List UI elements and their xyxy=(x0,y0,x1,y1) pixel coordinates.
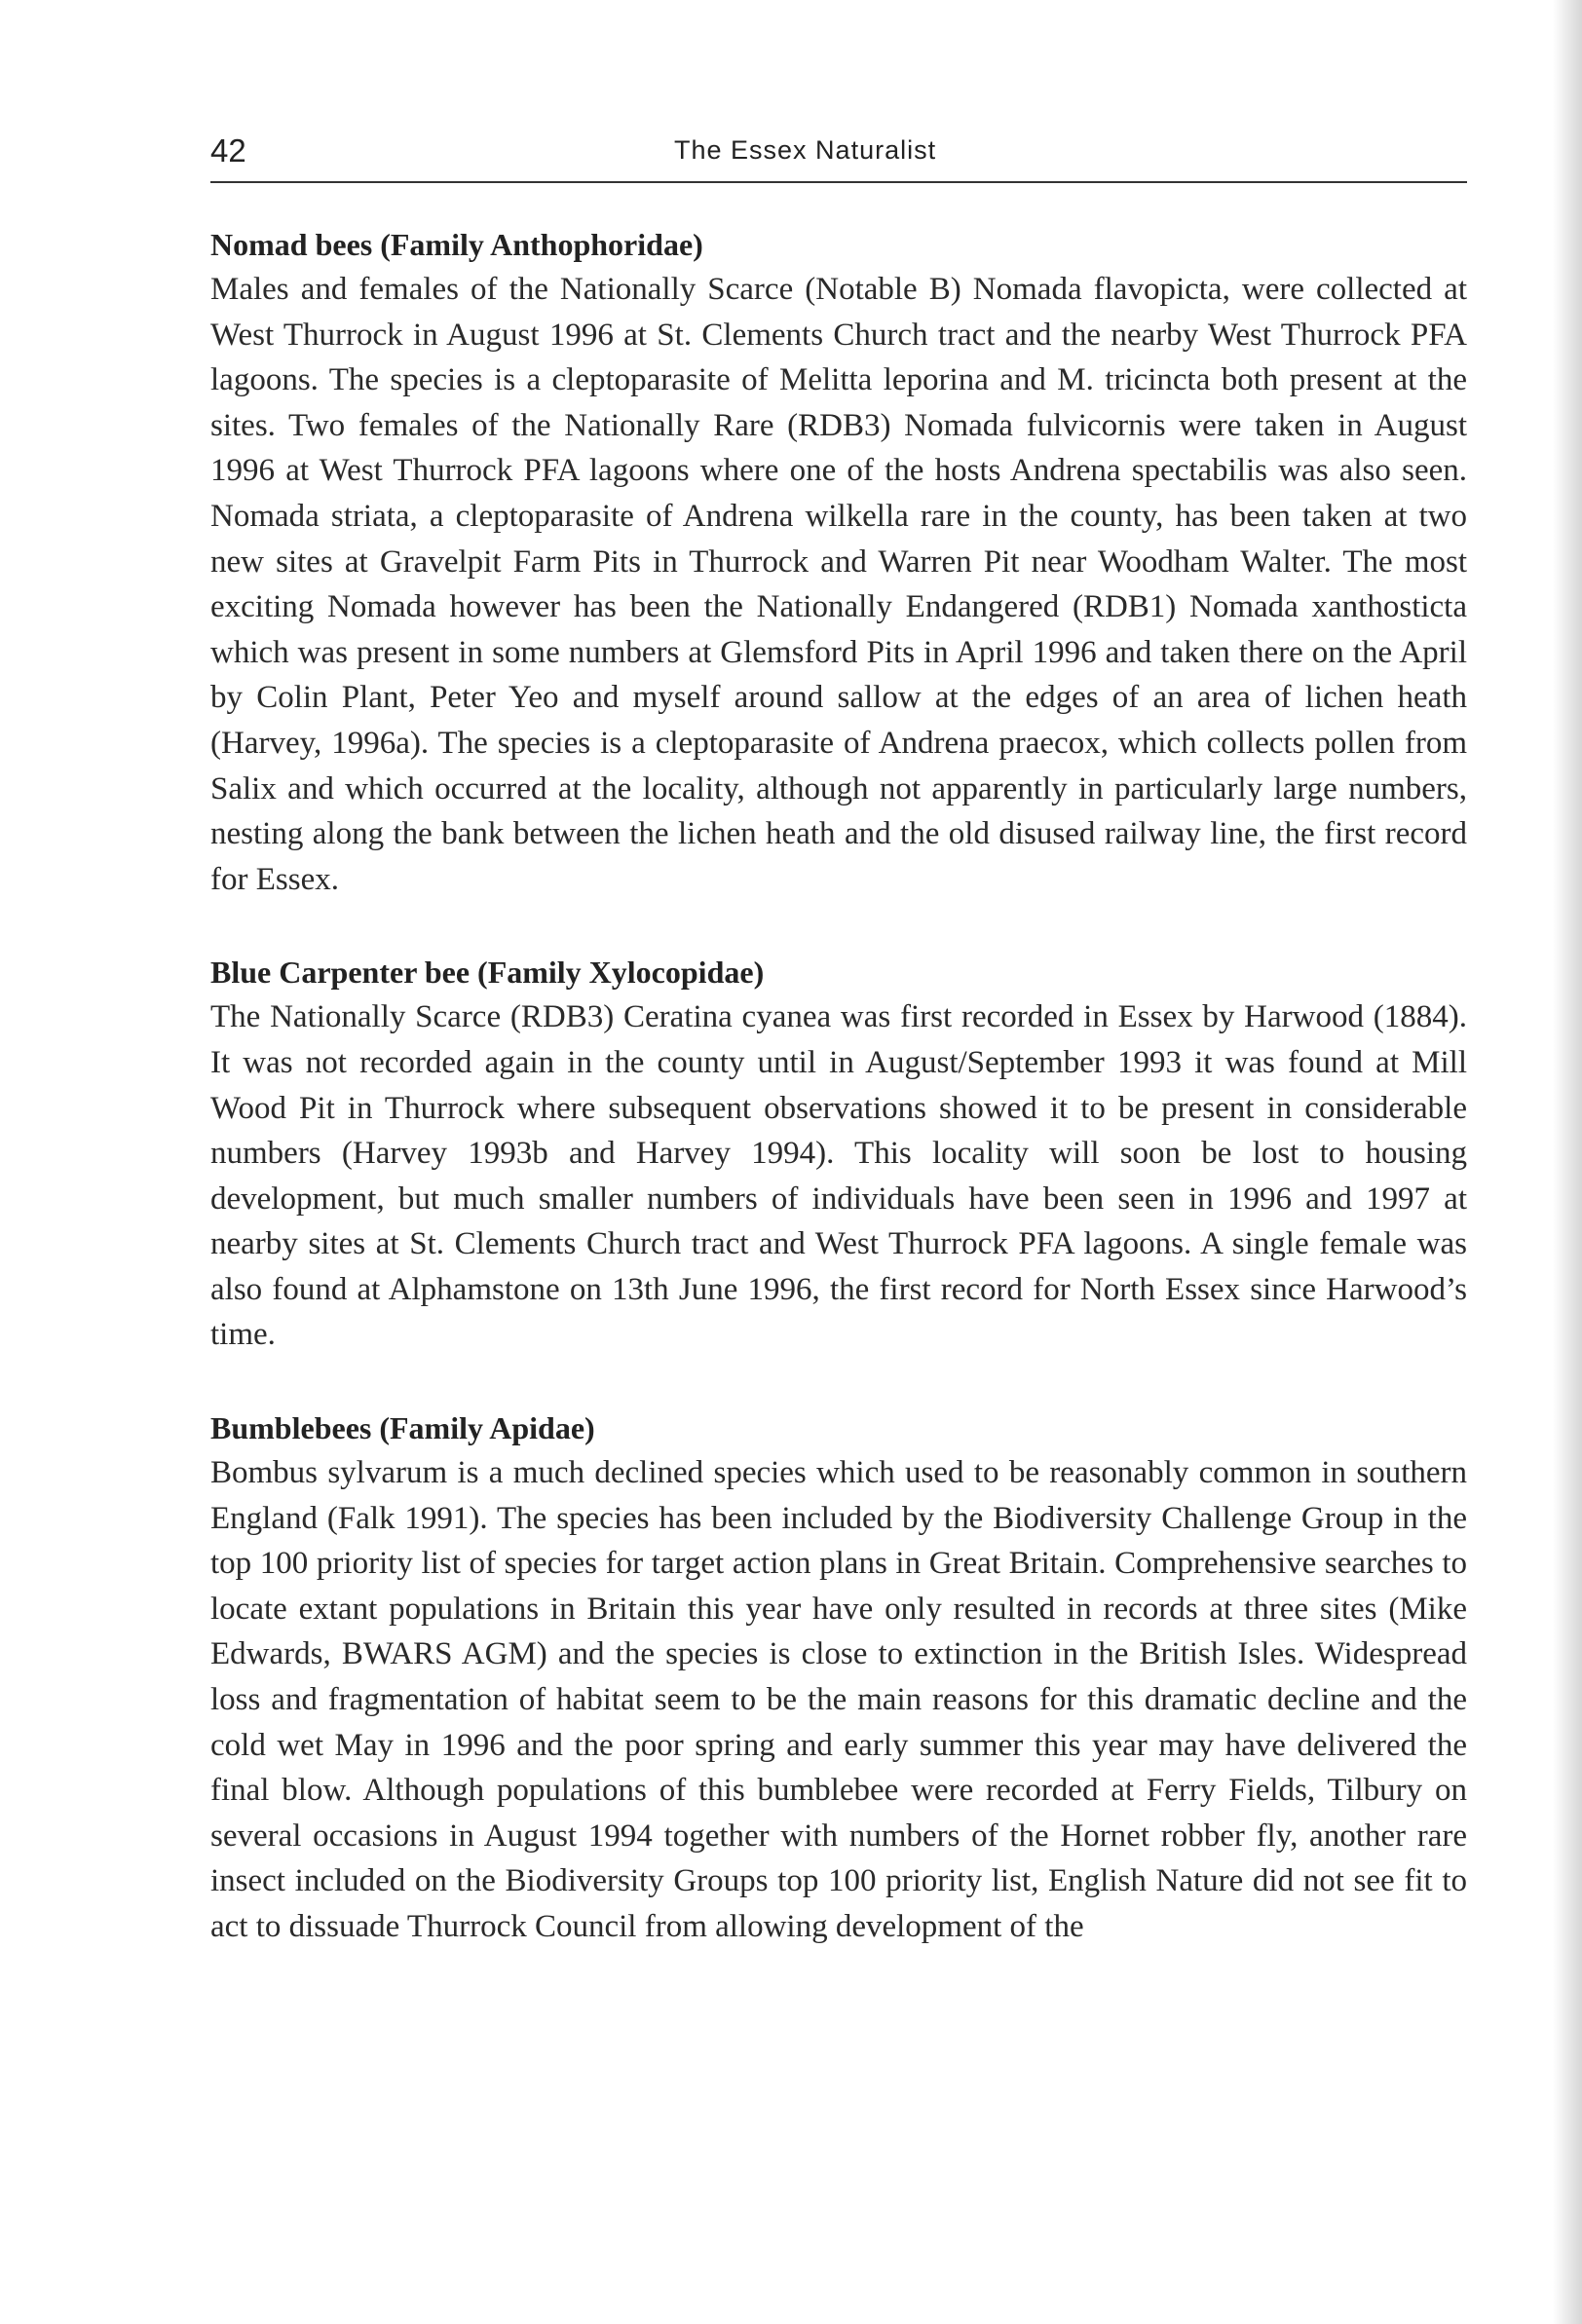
section-paragraph: The Nationally Scarce (RDB3) Ceratina cyanea was first recorded in Essex by Harwood (1884). It was not recorded again in the county until in August/September 1993 it was found at Mill Wood Pit in Thurrock where subsequent observations showed it to be present in considerable numbers (Harvey 1993b and Harvey 1994). This locality will soon be lost to housing development, but much smaller numbers of individuals have been seen in 1996 and 1997 at nearby sites at St. Clements Church tract and West Thurrock PFA lagoons. A single female was also found at Alphamstone on 13th June 1996, the first record for North Essex since Harwood’s time. xyxy=(210,999,1467,1353)
section-paragraph: Males and females of the Nationally Scarce (Notable B) Nomada flavopicta, were collected at West Thurrock in August 1996 at St. Clements Church tract and the nearby West Thurrock PFA lagoons. The species is a cleptoparasite of Melitta leporina and M. tricincta both present at the sites. Two females of the Nationally Rare (RDB3) Nomada fulvicornis were taken in August 1996 at West Thurrock PFA lagoons where one of the hosts Andrena spectabilis was also seen. Nomada striata, a cleptoparasite of Andrena wilkella rare in the county, has been taken at two new sites at Gravelpit Farm Pits in Thurrock and Warren Pit near Woodham Walter. The most exciting Nomada however has been the Nationally Endangered (RDB1) Nomada xanthosticta which was present in some numbers at Glemsford Pits in April 1996 and taken there on the April by Colin Plant, Peter Yeo and myself around sallow at the edges of an area of lichen heath (Harvey, 1996a). The species is a cleptoparasite of Andrena praecox, which collects pollen from Salix and which occurred at the locality, although not apparently in particularly large numbers, nesting along the bank between the lichen heath and the old disused railway line, the first record for Essex. xyxy=(210,272,1467,897)
section-heading: Bumblebees (Family Apidae) xyxy=(210,1410,595,1446)
page-number: 42 xyxy=(210,132,246,169)
section-paragraph: Bombus sylvarum is a much declined species which used to be reasonably common in southern England (Falk 1991). The species has been included by the Biodiversity Challenge Group in the top 100 priority list of species for target action plans in Great Britain. Comprehensive searches to locate extant populations in Britain this year have only resulted in records at three sites (Mike Edwards, BWARS AGM) and the species is close to extinction in the British Isles. Widespread loss and fragmentation of habitat seem to be the main reasons for this dramatic decline and the cold wet May in 1996 and the poor spring and early summer this year may have delivered the final blow. Although populations of this bumblebee were recorded at Ferry Fields, Tilbury on several occasions in August 1994 together with numbers of the Hornet robber fly, another rare insect included on the Biodiversity Groups top 100 priority list, English Nature did not see fit to act to dissuade Thurrock Council from allowing development of the xyxy=(210,1455,1467,1944)
running-head xyxy=(210,132,1467,183)
section-blue-carpenter-bee xyxy=(210,950,1467,1358)
page-edge-shadow xyxy=(1553,0,1582,2324)
section-bumblebees xyxy=(210,1406,1467,1950)
journal-title: The Essex Naturalist xyxy=(674,135,937,165)
section-nomad-bees xyxy=(210,222,1467,902)
section-heading: Nomad bees (Family Anthophoridae) xyxy=(210,227,703,262)
section-heading: Blue Carpenter bee (Family Xylocopidae) xyxy=(210,955,765,991)
article-body xyxy=(210,222,1467,1998)
